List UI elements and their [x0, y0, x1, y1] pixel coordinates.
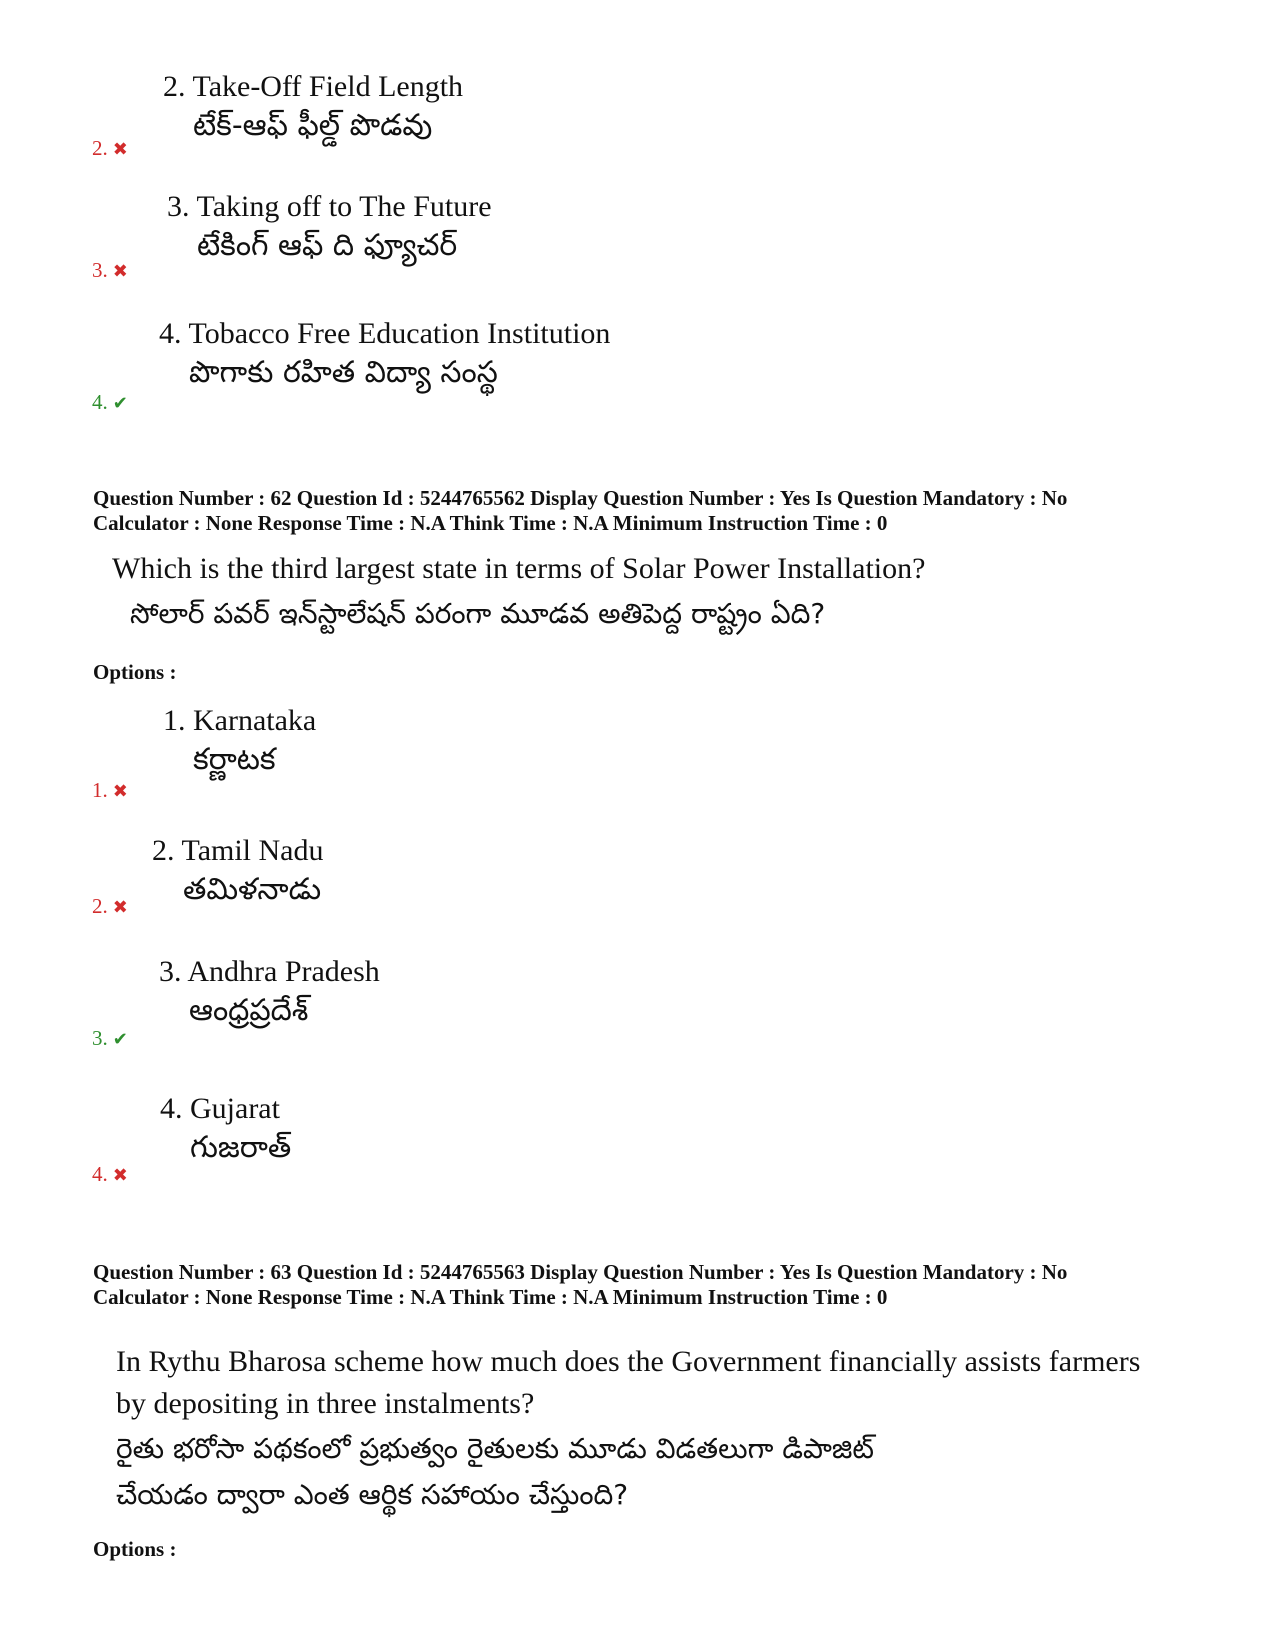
question-text-en-line-2: by depositing in three instalments?	[116, 1387, 535, 1420]
option-marker-number: 2.	[92, 136, 108, 160]
options-label: Options :	[93, 1537, 177, 1561]
option-marker	[92, 1026, 128, 1051]
option-marker-number: 2.	[92, 894, 108, 918]
option-marker-number: 3.	[92, 1026, 108, 1050]
option-text-en: 2. Tamil Nadu	[152, 834, 324, 867]
cross-icon: ✖	[112, 781, 128, 801]
cross-icon: ✖	[112, 261, 128, 281]
option-text-en: 2. Take-Off Field Length	[163, 70, 464, 103]
option-text-en: 1. Karnataka	[163, 704, 317, 737]
options-label: Options :	[93, 660, 177, 684]
question-meta-line-1: Question Number : 62 Question Id : 5244765562 Display Question Number : Yes Is Question Mandatory : No	[93, 486, 1068, 510]
check-icon: ✔	[112, 393, 128, 413]
question-text-en-line-1: In Rythu Bharosa scheme how much does the Government financially assists farmers	[116, 1345, 1141, 1378]
question-text-te: సోలార్ పవర్ ఇన్‌స్టాలేషన్ పరంగా మూడవ అతిపెద్ద రాష్ట్రం ఏది?	[130, 597, 826, 630]
option-marker	[92, 894, 128, 919]
cross-icon: ✖	[112, 1165, 128, 1185]
option-marker-number: 3.	[92, 258, 108, 282]
question-text-te-line-2: చేయడం ద్వారా ఎంత ఆర్థిక సహాయం చేస్తుంది?	[116, 1478, 629, 1511]
option-text-en: 3. Andhra Pradesh	[159, 955, 380, 988]
option-text-te: తమిళనాడు	[183, 872, 322, 907]
question-meta-line-1: Question Number : 63 Question Id : 5244765563 Display Question Number : Yes Is Question Mandatory : No	[93, 1260, 1068, 1284]
question-meta-line-2: Calculator : None Response Time : N.A Think Time : N.A Minimum Instruction Time : 0	[93, 1285, 888, 1309]
option-text-en: 4. Gujarat	[160, 1092, 280, 1125]
option-text-te: గుజరాత్	[190, 1130, 292, 1165]
question-meta-63	[93, 1260, 1253, 1310]
option-marker	[92, 1162, 128, 1187]
option-marker-number: 4.	[92, 1162, 108, 1186]
option-marker	[92, 390, 128, 415]
question-meta-line-2: Calculator : None Response Time : N.A Think Time : N.A Minimum Instruction Time : 0	[93, 511, 888, 535]
option-text-en: 3. Taking off to The Future	[167, 190, 492, 223]
option-text-te: కర్ణాటక	[193, 742, 276, 777]
option-marker	[92, 778, 128, 803]
option-marker	[92, 136, 128, 161]
question-text-te-line-1: రైతు భరోసా పథకంలో ప్రభుత్వం రైతులకు మూడు విడతలుగా డిపాజిట్	[116, 1432, 874, 1465]
option-text-te: పొగాకు రహిత విద్యా సంస్థ	[189, 355, 498, 390]
option-text-en: 4. Tobacco Free Education Institution	[159, 317, 611, 350]
option-marker-number: 4.	[92, 390, 108, 414]
question-text-en: Which is the third largest state in terms of Solar Power Installation?	[112, 552, 926, 585]
cross-icon: ✖	[112, 139, 128, 159]
option-marker	[92, 258, 128, 283]
question-meta-62	[93, 486, 1253, 536]
cross-icon: ✖	[112, 897, 128, 917]
option-text-te: ఆంధ్రప్రదేశ్	[189, 993, 309, 1028]
option-text-te: టేకింగ్ ఆఫ్ ది ఫ్యూచర్	[197, 228, 458, 263]
check-icon: ✔	[112, 1029, 128, 1049]
option-marker-number: 1.	[92, 778, 108, 802]
option-text-te: టేక్-ఆఫ్ ఫీల్డ్ పొడవు	[193, 108, 433, 143]
